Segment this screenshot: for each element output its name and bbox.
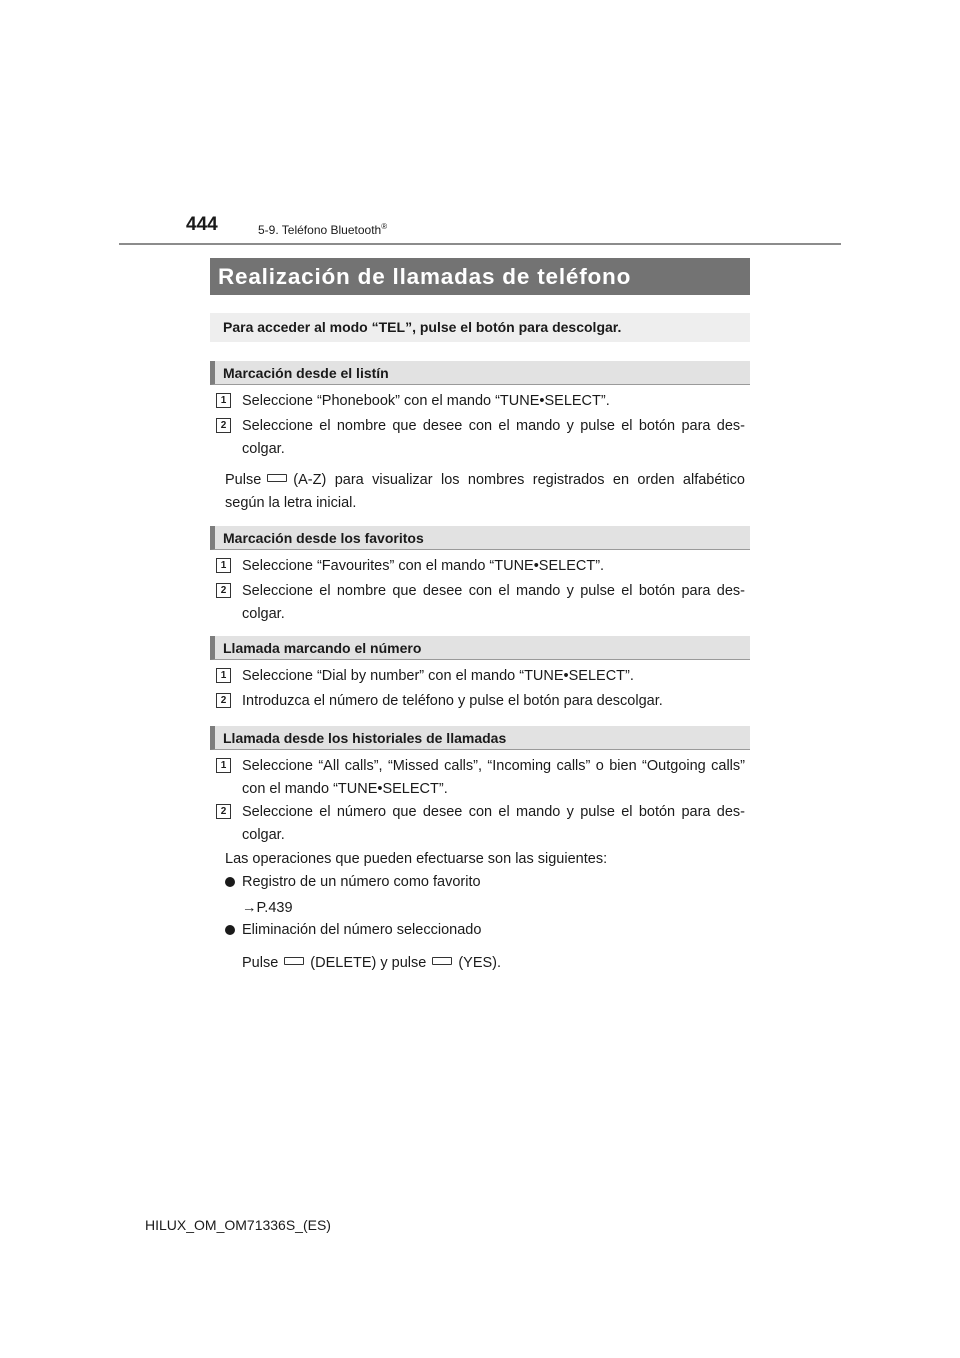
page-heading: Realización de llamadas de teléfono [210,258,750,295]
section-title: 5-9. Teléfono Bluetooth® [258,222,388,237]
step-text: Seleccione el nombre que desee con el mando y pulse el botón para des-colgar. [242,583,745,622]
bullet-text: Eliminación del número seleccionado [242,922,482,938]
note-paragraph: Las operaciones que pueden efectuarse son las siguientes: [225,851,608,867]
page-number: 444 [186,214,218,235]
bullet-icon [225,925,235,935]
step-text: Introduzca el número de teléfono y pulse el botón para descolgar. [242,693,663,709]
section-heading-dial-number: Llamada marcando el número [210,636,750,660]
step-badge: 2 [216,693,231,708]
screen-button-icon [432,957,452,965]
step-badge: 1 [216,393,231,408]
step-badge: 2 [216,418,231,433]
step-text: Seleccione “Favourites” con el mando “TUNE•SELECT”. [242,558,605,574]
intro-note: Para acceder al modo “TEL”, pulse el botón para descolgar. [210,313,750,342]
step-badge: 2 [216,804,231,819]
step-badge: 2 [216,583,231,598]
section-heading-call-history: Llamada desde los historiales de llamadas [210,726,750,750]
screen-button-icon [267,474,287,482]
step-text: Seleccione el número que desee con el mando y pulse el botón para des-colgar. [242,804,745,843]
section-heading-favourites: Marcación desde los favoritos [210,526,750,550]
step-badge: 1 [216,558,231,573]
document-code: HILUX_OM_OM71336S_(ES) [145,1217,331,1233]
screen-button-icon [284,957,304,965]
note-paragraph: Pulse (A-Z) para visualizar los nombres registrados en orden alfabético según la letra inicial. [225,472,745,511]
step-text: Seleccione “Dial by number” con el mando “TUNE•SELECT”. [242,668,634,684]
step-badge: 1 [216,668,231,683]
step-text: Seleccione el nombre que desee con el mando y pulse el botón para des-colgar. [242,418,745,457]
header-rule [119,243,841,245]
step-badge: 1 [216,758,231,773]
bullet-text: Registro de un número como favorito [242,874,481,890]
bullet-subtext: Pulse (DELETE) y pulse (YES). [242,955,502,971]
section-heading-phonebook: Marcación desde el listín [210,361,750,385]
step-text: Seleccione “All calls”, “Missed calls”, “Incoming calls” o bien “Outgoing calls” con el mando “TUNE•SELECT”. [242,758,745,797]
page-reference-link[interactable]: →P.439 [242,900,293,916]
bullet-icon [225,877,235,887]
step-text: Seleccione “Phonebook” con el mando “TUNE•SELECT”. [242,393,610,409]
